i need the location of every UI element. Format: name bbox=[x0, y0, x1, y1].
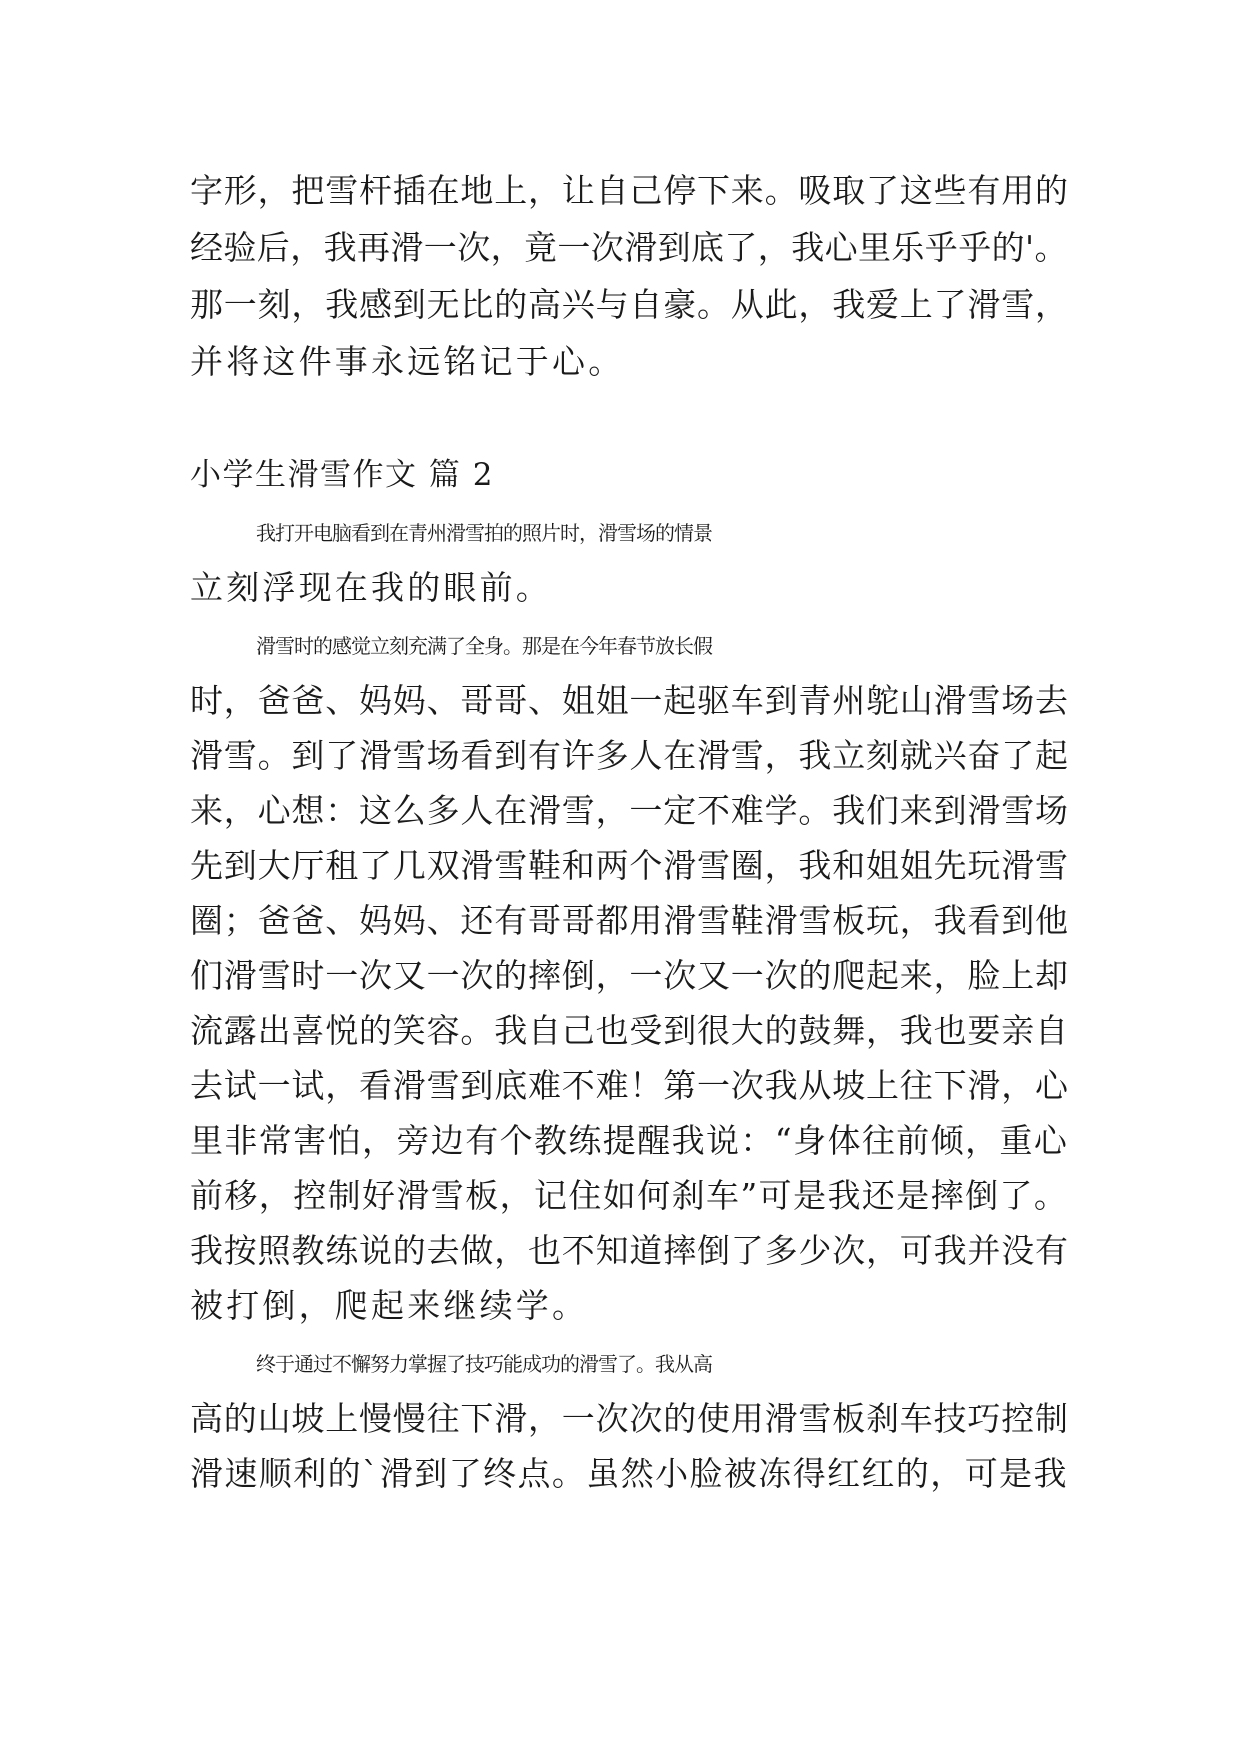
text-line: 并将这件事永远铭记于心。 bbox=[190, 342, 625, 381]
text-line: 里非常害怕，旁边有个教练提醒我说：“身体往前倾，重心 bbox=[190, 1121, 1069, 1160]
text-line: 流露出喜悦的笑容。我自己也受到很大的鼓舞，我也要亲自 bbox=[190, 1011, 1069, 1050]
text-line: 被打倒，爬起来继续学。 bbox=[190, 1286, 589, 1325]
text-line: 去试一试，看滑雪到底难不难！第一次我从坡上往下滑，心 bbox=[190, 1066, 1069, 1105]
text-line: 时，爸爸、妈妈、哥哥、姐姐一起驱车到青州鸵山滑雪场去 bbox=[190, 681, 1069, 720]
text-line: 字形，把雪杆插在地上，让自己停下来。吸取了这些有用的 bbox=[190, 171, 1069, 210]
text-line: 经验后，我再滑一次，竟一次滑到底了，我心里乐乎乎的'。 bbox=[190, 228, 1068, 267]
paragraph-first-line: 终于通过不懈努力掌握了技巧能成功的滑雪了。我从高 bbox=[256, 1352, 712, 1376]
text-line: 来，心想：这么多人在滑雪，一定不难学。我们来到滑雪场 bbox=[190, 791, 1069, 830]
text-line: 前移，控制好滑雪板，记住如何刹车”可是我还是摔倒了。 bbox=[190, 1176, 1069, 1215]
text-line: 高的山坡上慢慢往下滑，一次次的使用滑雪板刹车技巧控制 bbox=[190, 1399, 1069, 1438]
text-line: 圈；爸爸、妈妈、还有哥哥都用滑雪鞋滑雪板玩，我看到他 bbox=[190, 901, 1069, 940]
paragraph-first-line: 滑雪时的感觉立刻充满了全身。那是在今年春节放长假 bbox=[256, 634, 712, 658]
text-line: 立刻浮现在我的眼前。 bbox=[190, 568, 552, 607]
text-line: 我按照教练说的去做，也不知道摔倒了多少次，可我并没有 bbox=[190, 1231, 1069, 1270]
text-line: 先到大厅租了几双滑雪鞋和两个滑雪圈，我和姐姐先玩滑雪 bbox=[190, 846, 1069, 885]
text-line: 滑雪。到了滑雪场看到有许多人在滑雪，我立刻就兴奋了起 bbox=[190, 736, 1069, 775]
text-line: 滑速顺利的`滑到了终点。虽然小脸被冻得红红的，可是我 bbox=[190, 1454, 1068, 1493]
text-line: 那一刻，我感到无比的高兴与自豪。从此，我爱上了滑雪， bbox=[190, 285, 1069, 324]
text-line: 们滑雪时一次又一次的摔倒，一次又一次的爬起来，脸上却 bbox=[190, 956, 1069, 995]
paragraph-first-line: 我打开电脑看到在青州滑雪拍的照片时，滑雪场的情景 bbox=[256, 521, 712, 545]
section-heading: 小学生滑雪作文 篇 2 bbox=[190, 457, 494, 493]
